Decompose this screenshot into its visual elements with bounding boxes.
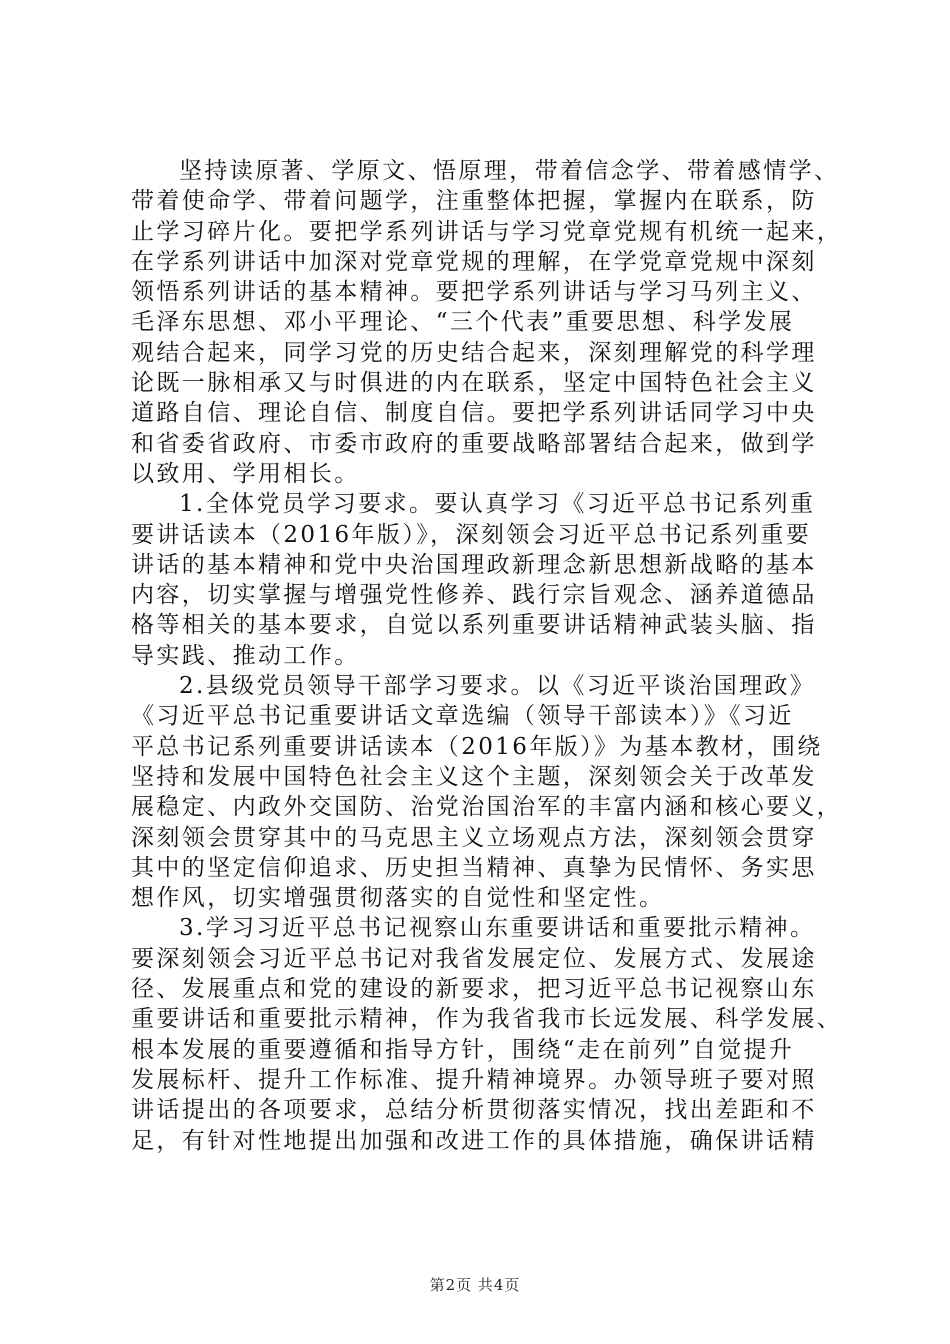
paragraph-line: 毛泽东思想、邓小平理论、“三个代表”重要思想、科学发展 [131, 309, 795, 336]
paragraph-line: 带着使命学、带着问题学，注重整体把握，掌握内在联系，防 [131, 188, 817, 215]
paragraph-line: 导实践、推动工作。 [131, 642, 360, 669]
paragraph-line: 其中的坚定信仰追求、历史担当精神、真挚为民情怀、务实思 [131, 854, 817, 881]
paragraph-line: 3.学习习近平总书记视察山东重要讲话和重要批示精神。 [179, 915, 816, 942]
paragraph-line: 《习近平总书记重要讲话文章选编（领导干部读本）》《习近 [131, 703, 794, 730]
paragraph-line: 径、发展重点和党的建设的新要求，把习近平总书记视察山东 [131, 976, 817, 1003]
paragraph-line: 发展标杆、提升工作标准、提升精神境界。办领导班子要对照 [131, 1066, 817, 1093]
paragraph-line: 和省委省政府、市委市政府的重要战略部署结合起来，做到学 [131, 430, 817, 457]
paragraph-line: 观结合起来，同学习党的历史结合起来，深刻理解党的科学理 [131, 339, 817, 366]
paragraph-line: 想作风，切实增强贯彻落实的自觉性和坚定性。 [131, 885, 665, 912]
paragraph-line: 讲话的基本精神和党中央治国理政新理念新思想新战略的基本 [131, 551, 817, 578]
paragraph-line: 讲话提出的各项要求，总结分析贯彻落实情况，找出差距和不 [131, 1097, 817, 1124]
paragraph-line: 止学习碎片化。要把学系列讲话与学习党章党规有机统一起来， [131, 218, 843, 245]
document-body [131, 156, 853, 1156]
paragraph-line: 坚持和发展中国特色社会主义这个主题，深刻领会关于改革发 [131, 763, 817, 790]
paragraph-line: 格等相关的基本要求，自觉以系列重要讲话精神武装头脑、指 [131, 612, 817, 639]
paragraph-line: 以致用、学用相长。 [131, 460, 360, 487]
paragraph-line: 足，有针对性地提出加强和改进工作的具体措施，确保讲话精 [131, 1127, 817, 1154]
paragraph-line: 展稳定、内政外交国防、治党治国治军的丰富内涵和核心要义， [131, 794, 843, 821]
paragraph-line: 根本发展的重要遵循和指导方针，围绕“走在前列”自觉提升 [131, 1036, 795, 1063]
paragraph-line: 深刻领会贯穿其中的马克思主义立场观点方法，深刻领会贯穿 [131, 824, 817, 851]
paragraph-line: 坚持读原著、学原文、悟原理，带着信念学、带着感情学、 [179, 158, 840, 184]
paragraph-line: 论既一脉相承又与时俱进的内在联系，坚定中国特色社会主义 [131, 370, 817, 397]
paragraph-line: 内容，切实掌握与增强党性修养、践行宗旨观念、涵养道德品 [131, 582, 817, 609]
page-number-footer: 第2页 共4页 [429, 1276, 521, 1294]
paragraph-line: 1.全体党员学习要求。要认真学习《习近平总书记系列重 [179, 491, 816, 518]
paragraph-line: 在学系列讲话中加深对党章党规的理解，在学党章党规中深刻 [131, 248, 817, 275]
paragraph-line: 要深刻领会习近平总书记对我省发展定位、发展方式、发展途 [131, 945, 817, 972]
paragraph-line: 道路自信、理论自信、制度自信。要把学系列讲话同学习中央 [131, 400, 817, 427]
paragraph-line: 领悟系列讲话的基本精神。要把学系列讲话与学习马列主义、 [131, 279, 817, 306]
paragraph-line: 要讲话读本（2016年版）》，深刻领会习近平总书记系列重要 [131, 521, 812, 548]
paragraph-line: 2.县级党员领导干部学习要求。以《习近平谈治国理政》 [179, 673, 816, 700]
paragraph-line: 重要讲话和重要批示精神，作为我省我市长远发展、科学发展、 [131, 1006, 843, 1033]
paragraph-line: 平总书记系列重要讲话读本（2016年版）》为基本教材，围绕 [131, 733, 823, 760]
